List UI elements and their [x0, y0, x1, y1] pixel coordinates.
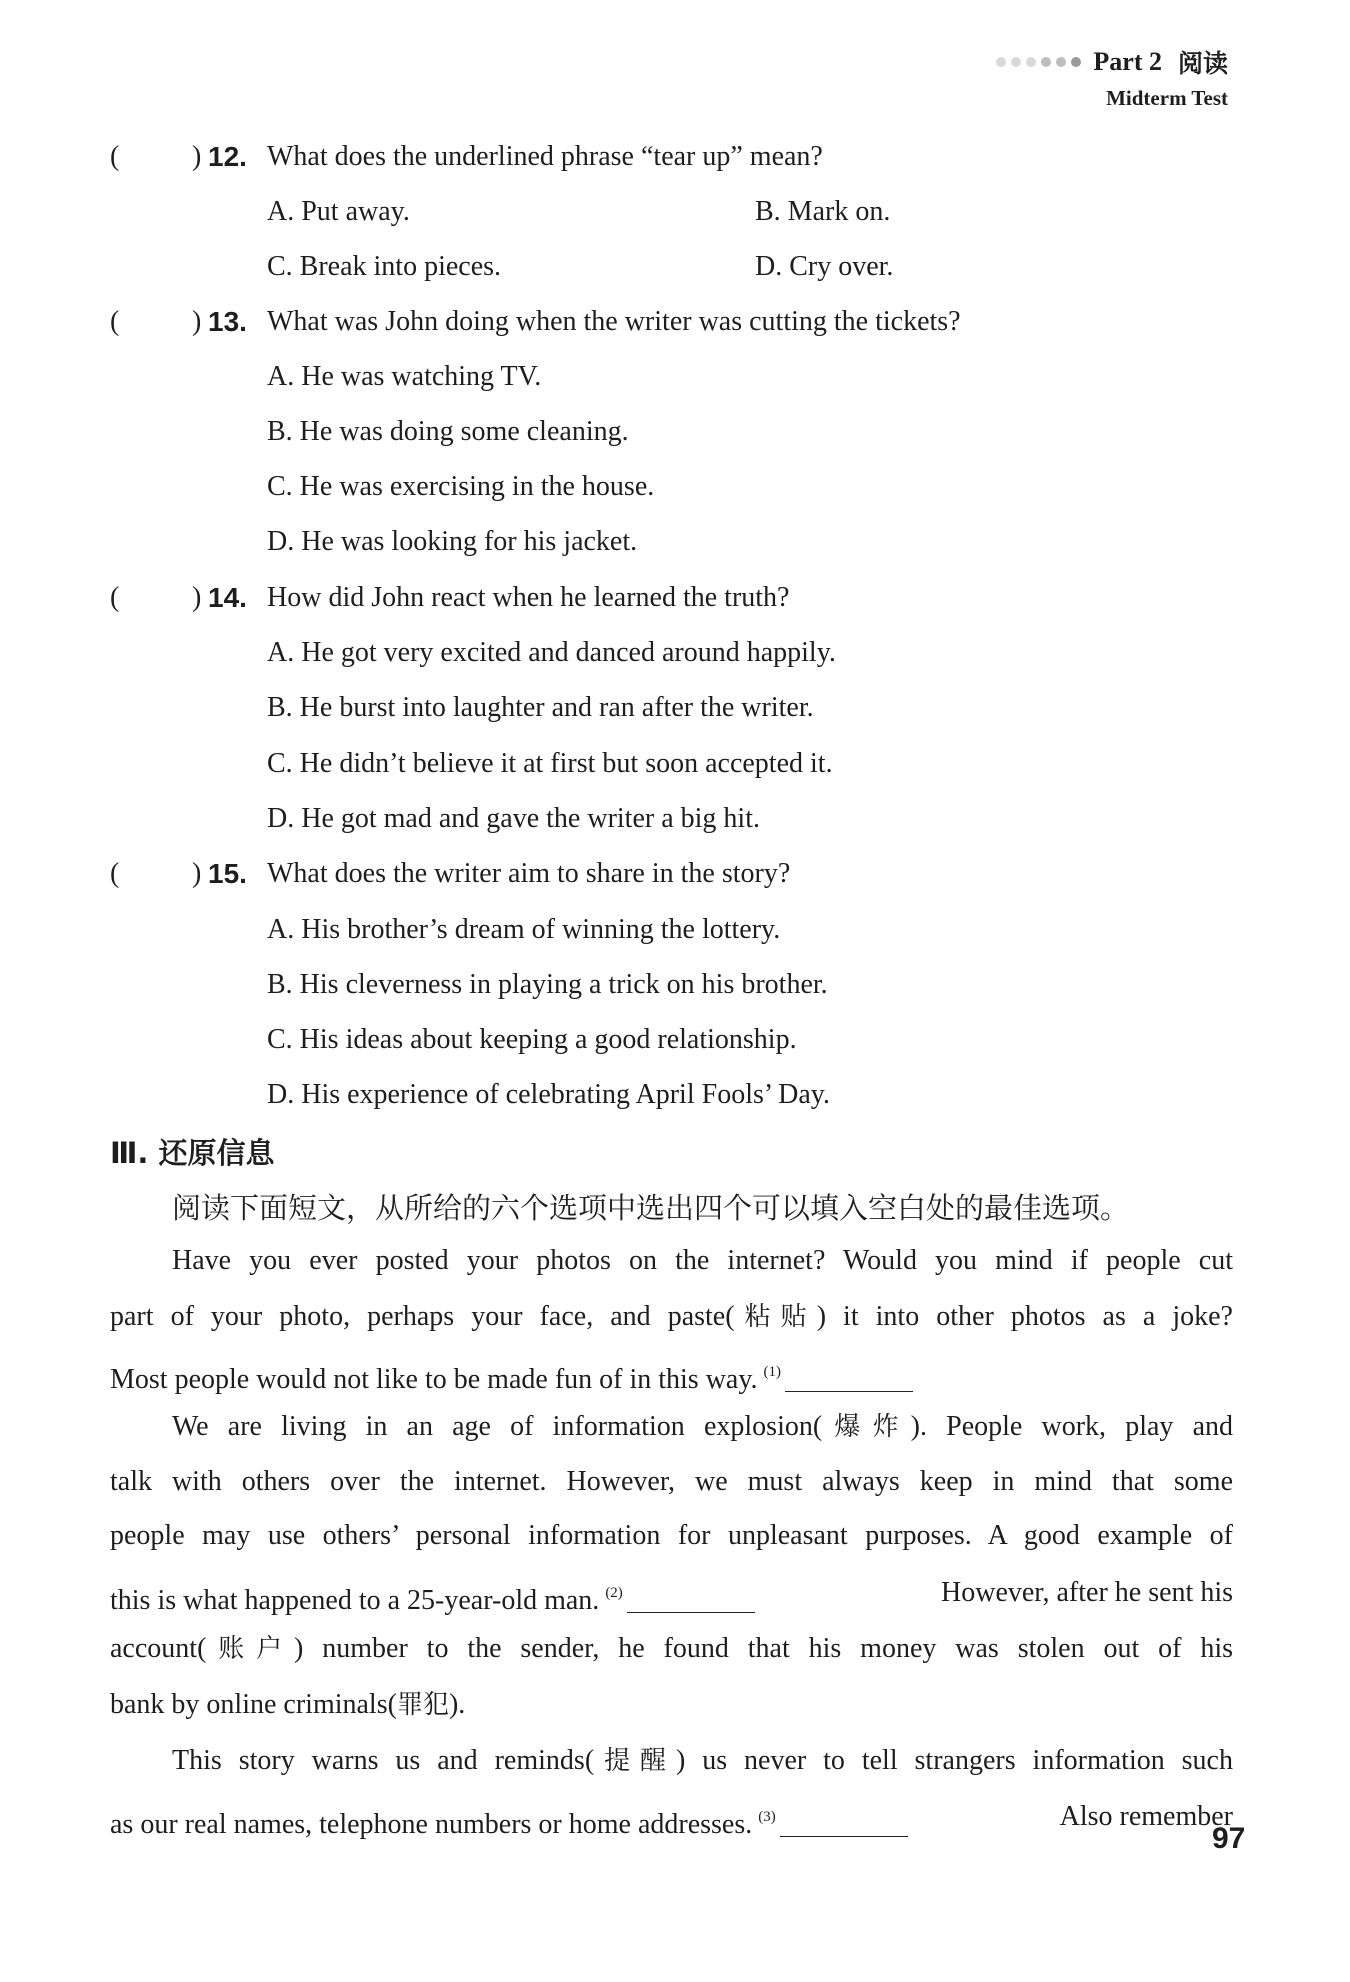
passage-line: account(账户) number to the sender, he found that his money was stolen out of his [110, 1633, 1233, 1664]
chinese-gloss: 提醒 [594, 1746, 676, 1776]
page-header [996, 44, 1228, 111]
answer-blank-1[interactable] [785, 1365, 913, 1392]
option-a: A. Put away. [267, 196, 410, 227]
option-d: D. His experience of celebrating April Fools’ Day. [267, 1079, 830, 1110]
option-a: A. His brother’s dream of winning the lottery. [267, 914, 781, 945]
question-stem: What does the underlined phrase “tear up” mean? [267, 141, 823, 172]
chinese-gloss: 爆炸 [822, 1412, 911, 1442]
question-number: 15. [208, 858, 247, 889]
passage-line: bank by online criminals(罪犯). [110, 1689, 466, 1720]
decorative-dots-icon [996, 57, 1081, 67]
page-number: 97 [1212, 1822, 1246, 1855]
question-number: 12. [208, 141, 247, 172]
option-b: B. Mark on. [755, 196, 891, 227]
question-stem: What does the writer aim to share in the story? [267, 858, 791, 889]
chinese-gloss: 罪犯 [396, 1690, 449, 1720]
blank-number: (3) [758, 1809, 776, 1825]
option-b: B. He burst into laughter and ran after the writer. [267, 692, 814, 723]
option-c: C. Break into pieces. [267, 251, 502, 282]
question-stem: What was John doing when the writer was cutting the tickets? [267, 306, 961, 337]
header-subtitle: Midterm Test [1106, 86, 1228, 110]
option-d: D. He was looking for his jacket. [267, 526, 638, 557]
option-b: B. His cleverness in playing a trick on his brother. [267, 969, 828, 1000]
passage-line: Have you ever posted your photos on the internet? Would you mind if people cut [172, 1245, 1233, 1276]
passage-line: part of your photo, perhaps your face, and paste(粘贴) it into other photos as a joke? [110, 1301, 1233, 1332]
answer-paren-open: ( [110, 858, 120, 889]
blank-number: (1) [763, 1364, 782, 1380]
option-a: A. He was watching TV. [267, 361, 542, 392]
question-stem: How did John react when he learned the truth? [267, 582, 790, 613]
option-c: C. He was exercising in the house. [267, 471, 655, 502]
passage-line: this is what happened to a 25-year-old man. $^{(2)}$ However, after he sent his [110, 1577, 1233, 1616]
chinese-gloss: 粘贴 [734, 1302, 817, 1332]
question-number: 13. [208, 306, 247, 337]
passage-line: people may use others’ personal information for unpleasant purposes. A good example of [110, 1520, 1233, 1551]
option-d: D. Cry over. [755, 251, 894, 282]
option-c: C. His ideas about keeping a good relationship. [267, 1024, 797, 1055]
answer-paren-open: ( [110, 306, 120, 337]
passage-line: as our real names, telephone numbers or home addresses. $^{(3)}$ Also remember [110, 1801, 1233, 1840]
chinese-gloss: 账户 [206, 1634, 295, 1664]
header-title-row [996, 44, 1228, 80]
section-instruction: 阅读下面短文，从所给的六个选项中选出四个可以填入空白处的最佳选项。 [172, 1191, 1130, 1225]
answer-paren-open: ( [110, 141, 120, 172]
section-title: Ⅲ. 还原信息 [110, 1136, 275, 1170]
answer-paren-close: ) [192, 306, 202, 337]
header-part: Part 2 [1093, 47, 1162, 76]
answer-paren-close: ) [192, 582, 202, 613]
passage-line: We are living in an age of information explosion(爆炸). People work, play and [172, 1411, 1233, 1442]
option-b: B. He was doing some cleaning. [267, 416, 629, 447]
blank-number: (2) [605, 1585, 623, 1601]
answer-paren-close: ) [192, 141, 202, 172]
option-c: C. He didn’t believe it at first but soon accepted it. [267, 748, 833, 779]
header-section: 阅读 [1177, 49, 1228, 78]
answer-paren-open: ( [110, 582, 120, 613]
answer-blank-3[interactable] [780, 1810, 908, 1837]
passage-line: talk with others over the internet. However, we must always keep in mind that some [110, 1466, 1233, 1497]
passage-line: Most people would not like to be made fun of in this way. $^{(1)}$ [110, 1352, 1233, 1400]
option-a: A. He got very excited and danced around happily. [267, 637, 836, 668]
answer-blank-2[interactable] [627, 1586, 755, 1613]
answer-paren-close: ) [192, 858, 202, 889]
passage-line: This story warns us and reminds(提醒) us never to tell strangers information such [172, 1745, 1233, 1776]
option-d: D. He got mad and gave the writer a big hit. [267, 803, 760, 834]
question-number: 14. [208, 582, 247, 613]
